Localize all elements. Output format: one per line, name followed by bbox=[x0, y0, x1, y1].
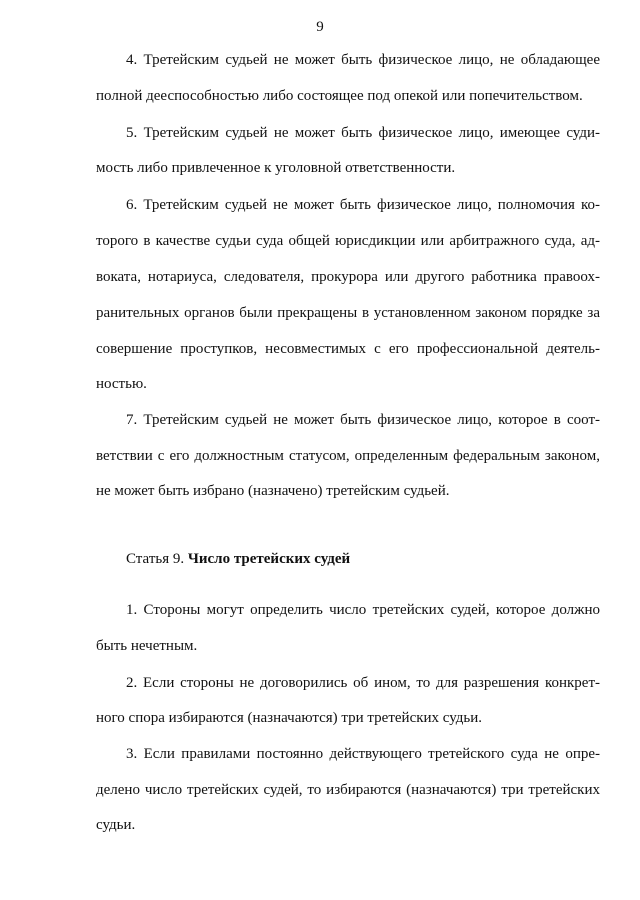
paragraph-6-line-5: совершение проступков, несовместимых с его профессиональной деятель- bbox=[96, 341, 600, 357]
item-3-line-1: 3. Если правилами постоянно действующего третейского суда не опре- bbox=[126, 746, 600, 762]
item-3-line-2: делено число третейских судей, то избираются (назначаются) три третейских bbox=[96, 782, 600, 798]
item-1-line-1: 1. Стороны могут определить число третейских судей, которое должно bbox=[126, 602, 600, 618]
item-2-line-1: 2. Если стороны не договорились об ином, то для разрешения конкрет- bbox=[126, 675, 600, 691]
paragraph-7-line-2: ветствии с его должностным статусом, определенным федеральным законом, bbox=[96, 448, 600, 464]
paragraph-4-line-1: 4. Третейским судьей не может быть физическое лицо, не обладающее bbox=[126, 52, 600, 68]
paragraph-7-line-1: 7. Третейским судьей не может быть физическое лицо, которое в соот- bbox=[126, 412, 600, 428]
item-3-line-3: судьи. bbox=[96, 817, 136, 833]
paragraph-6-line-3: воката, нотариуса, следователя, прокурора или другого работника правоох- bbox=[96, 269, 600, 285]
article-heading-title: Число третейских судей bbox=[187, 551, 351, 567]
item-2-line-2: ного спора избираются (назначаются) три третейских судьи. bbox=[96, 710, 483, 726]
paragraph-4-line-2: полной дееспособностью либо состоящее под опекой или попечительством. bbox=[96, 88, 583, 104]
paragraph-5-line-2: мость либо привлеченное к уголовной ответственности. bbox=[96, 160, 456, 176]
item-1-line-2: быть нечетным. bbox=[96, 638, 198, 654]
page-number: 9 bbox=[316, 19, 324, 35]
paragraph-7-line-3: не может быть избрано (назначено) третейским судьей. bbox=[96, 483, 450, 499]
paragraph-6-line-2: торого в качестве судьи суда общей юрисдикции или арбитражного суда, ад- bbox=[96, 233, 600, 249]
paragraph-5-line-1: 5. Третейским судьей не может быть физическое лицо, имеющее суди- bbox=[126, 125, 600, 141]
paragraph-6-line-1: 6. Третейским судьей не может быть физическое лицо, полномочия ко- bbox=[126, 197, 600, 213]
article-heading bbox=[126, 550, 350, 568]
paragraph-6-line-6: ностью. bbox=[96, 376, 147, 392]
paragraph-6-line-4: ранительных органов были прекращены в установленном законом порядке за bbox=[96, 305, 600, 321]
article-heading-prefix: Статья 9. bbox=[126, 551, 188, 567]
